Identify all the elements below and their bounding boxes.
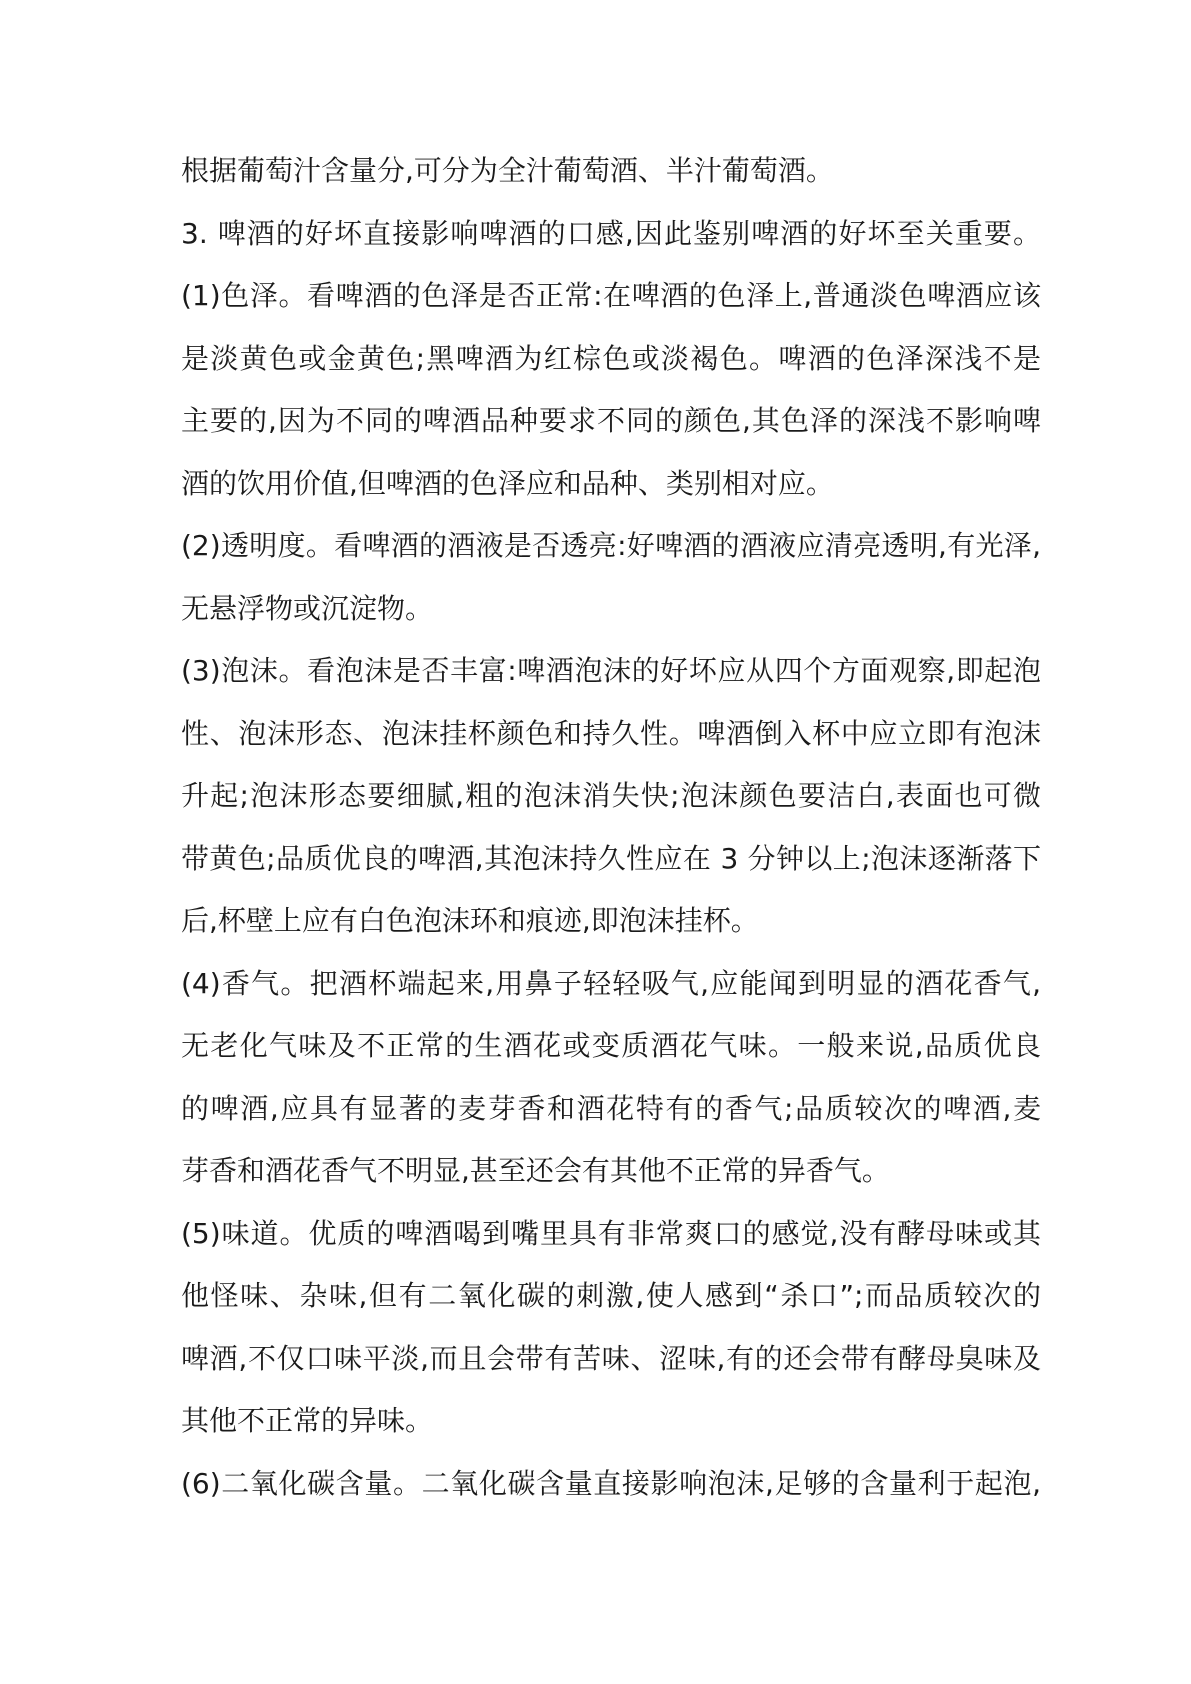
text-line: 无老化气味及不正常的生酒花或变质酒花气味。一般来说,品质优良 [181,1029,1041,1062]
text-line: 酒的饮用价值,但啤酒的色泽应和品种、类别相对应。 [181,466,834,500]
text-line: 无悬浮物或沉淀物。 [181,591,434,625]
text-line: 根据葡萄汁含量分,可分为全汁葡萄酒、半汁葡萄酒。 [181,154,834,187]
text-line: 他怪味、杂味,但有二氧化碳的刺激,使人感到“杀口”;而品质较次的 [181,1279,1041,1312]
text-line: (1)色泽。看啤酒的色泽是否正常:在啤酒的色泽上,普通淡色啤酒应该 [181,279,1041,312]
document-body [181,140,1041,1515]
text-line: 3. 啤酒的好坏直接影响啤酒的口感,因此鉴别啤酒的好坏至关重要。 [181,216,1041,250]
text-line: 啤酒,不仅口味平淡,而且会带有苦味、涩味,有的还会带有酵母臭味及 [181,1341,1041,1375]
text-line: 带黄色;品质优良的啤酒,其泡沫持久性应在 3 分钟以上;泡沫逐渐落下 [181,841,1041,875]
text-line: 的啤酒,应具有显著的麦芽香和酒花特有的香气;品质较次的啤酒,麦 [181,1091,1041,1125]
text-line: (5)味道。优质的啤酒喝到嘴里具有非常爽口的感觉,没有酵母味或其 [181,1216,1041,1250]
text-line: 升起;泡沫形态要细腻,粗的泡沫消失快;泡沫颜色要洁白,表面也可微 [181,779,1041,812]
text-line: 芽香和酒花香气不明显,甚至还会有其他不正常的异香气。 [181,1154,890,1187]
text-line: 是淡黄色或金黄色;黑啤酒为红棕色或淡褐色。啤酒的色泽深浅不是 [181,341,1041,375]
text-line: (2)透明度。看啤酒的酒液是否透亮:好啤酒的酒液应清亮透明,有光泽, [181,529,1041,562]
text-line: (6)二氧化碳含量。二氧化碳含量直接影响泡沫,足够的含量利于起泡, [181,1466,1041,1500]
text-line: 主要的,因为不同的啤酒品种要求不同的颜色,其色泽的深浅不影响啤 [181,404,1041,437]
text-line: (3)泡沫。看泡沫是否丰富:啤酒泡沫的好坏应从四个方面观察,即起泡 [181,654,1041,687]
text-line: 后,杯壁上应有白色泡沫环和痕迹,即泡沫挂杯。 [181,904,759,937]
text-line: (4)香气。把酒杯端起来,用鼻子轻轻吸气,应能闻到明显的酒花香气, [181,966,1041,1000]
text-line: 性、泡沫形态、泡沫挂杯颜色和持久性。啤酒倒入杯中应立即有泡沫 [181,716,1041,750]
text-line: 其他不正常的异味。 [181,1404,434,1437]
